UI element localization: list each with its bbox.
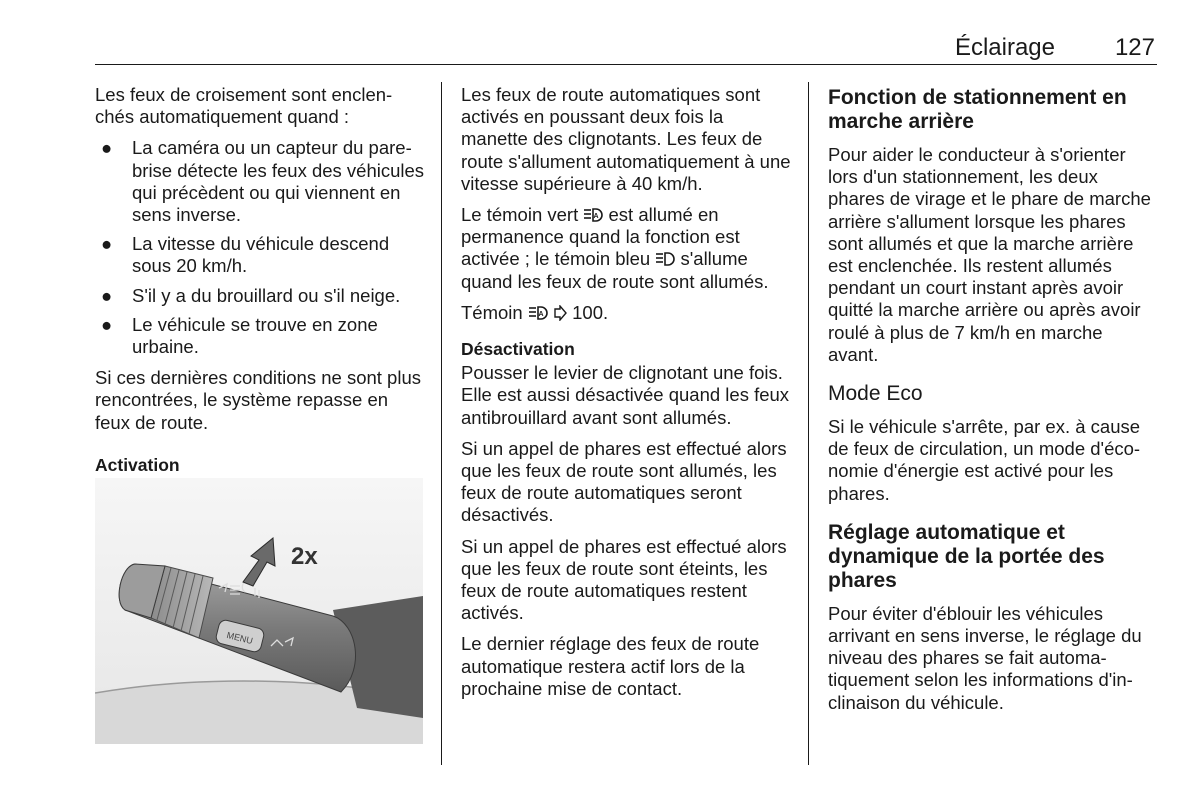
page-number: 127 xyxy=(1114,34,1155,61)
paragraph: Si le véhicule s'arrête, par ex. à cause de feux de circulation, un mode d'économie d'énergie est activé pour les phares. xyxy=(828,416,1141,504)
section-heading: Mode Eco xyxy=(828,382,923,406)
svg-text:A: A xyxy=(593,213,599,221)
bullet-icon: ● xyxy=(101,233,113,255)
paragraph: Si un appel de phares est effectué alors que les feux de route sont allumés, les feux de route automatiques seront désactivés. xyxy=(461,437,787,526)
bullet-icon: ● xyxy=(101,137,113,159)
paragraph: Témoin A 100. xyxy=(461,301,609,323)
figure-label-2x: 2x xyxy=(291,543,318,570)
paragraph: Le dernier réglage des feux de route automatique restera actif lors de la prochaine mise de contact. xyxy=(461,633,760,699)
section-heading: Fonction de stationnement en marche arrière xyxy=(828,86,1127,133)
list-item: ● Le véhicule se trouve en zone urbaine. xyxy=(101,313,378,358)
section-heading: Réglage automatique et dynamique de la portée des phares xyxy=(828,520,1105,592)
column-divider xyxy=(441,82,442,765)
bullet-icon: ● xyxy=(101,284,113,306)
column-1 xyxy=(95,84,425,488)
auto-high-beam-icon xyxy=(528,305,548,321)
conditions-list xyxy=(95,137,425,358)
lever-drawing xyxy=(95,478,423,744)
paragraph: Pour aider le conducteur à s'orienter lors d'un stationnement, les deux phares de virage et le phare de marche arrière s'allument lorsque les phares sont allumés et que la marche arrière est enclenchée. Ils restent allumés pendant un court instant après avoir quitté la marche arrière ou après avoir roulé à plus de 7 km/h en marche avant. xyxy=(828,144,1151,365)
bullet-icon: ● xyxy=(101,313,113,335)
paragraph: Pour éviter d'éblouir les véhicules arrivant en sens inverse, le réglage du niveau des phares se fait automatiquement selon les informations d'inclinaison du véhicule. xyxy=(828,602,1142,713)
deactivation-heading: Désactivation xyxy=(461,339,575,360)
paragraph: Si un appel de phares est effectué alors que les feux de route sont éteints, les feux de route automatiques restent activés. xyxy=(461,535,787,624)
page-header xyxy=(95,32,1157,65)
column-divider xyxy=(808,82,809,765)
list-item: ● La vitesse du véhicule descend sous 20 km/h. xyxy=(101,233,390,277)
outro-paragraph: Si ces dernières conditions ne sont plus rencontrées, le système repasse en feux de route. xyxy=(95,367,421,433)
activation-heading: Activation xyxy=(95,454,180,475)
menu-button-label: MENU xyxy=(225,629,254,647)
high-beam-icon xyxy=(655,251,675,267)
section-title: Éclairage xyxy=(954,34,1055,61)
arrow-reference-icon xyxy=(553,305,567,321)
intro-paragraph: Les feux de croisement sont enclenchés automatiquement quand : xyxy=(95,84,393,128)
svg-text:A: A xyxy=(538,310,544,318)
auto-high-beam-icon xyxy=(583,207,603,223)
turn-signal-lever-illustration xyxy=(95,478,423,744)
paragraph: Le témoin vert A est allumé en permanence quand la fonction est activée ; le témoin bleu s'allume quand les feux de route sont allumés. xyxy=(461,204,769,292)
paragraph: Les feux de route automatiques sont activés en poussant deux fois la manette des clignotants. Les feux de route s'allument automatiquement à une vitesse supérieure à 40 km/h. xyxy=(461,84,791,194)
column-2 xyxy=(461,84,791,709)
paragraph: Pousser le levier de clignotant une fois. Elle est aussi désactivée quand les feux antibrouillard avant sont allumés. xyxy=(461,362,790,428)
column-3 xyxy=(828,84,1158,723)
list-item: ● S'il y a du brouillard ou s'il neige. xyxy=(101,284,401,306)
list-item: ● La caméra ou un capteur du pare-brise détecte les feux des véhicules qui précèdent ou qui viennent en sens inverse. xyxy=(101,137,425,226)
